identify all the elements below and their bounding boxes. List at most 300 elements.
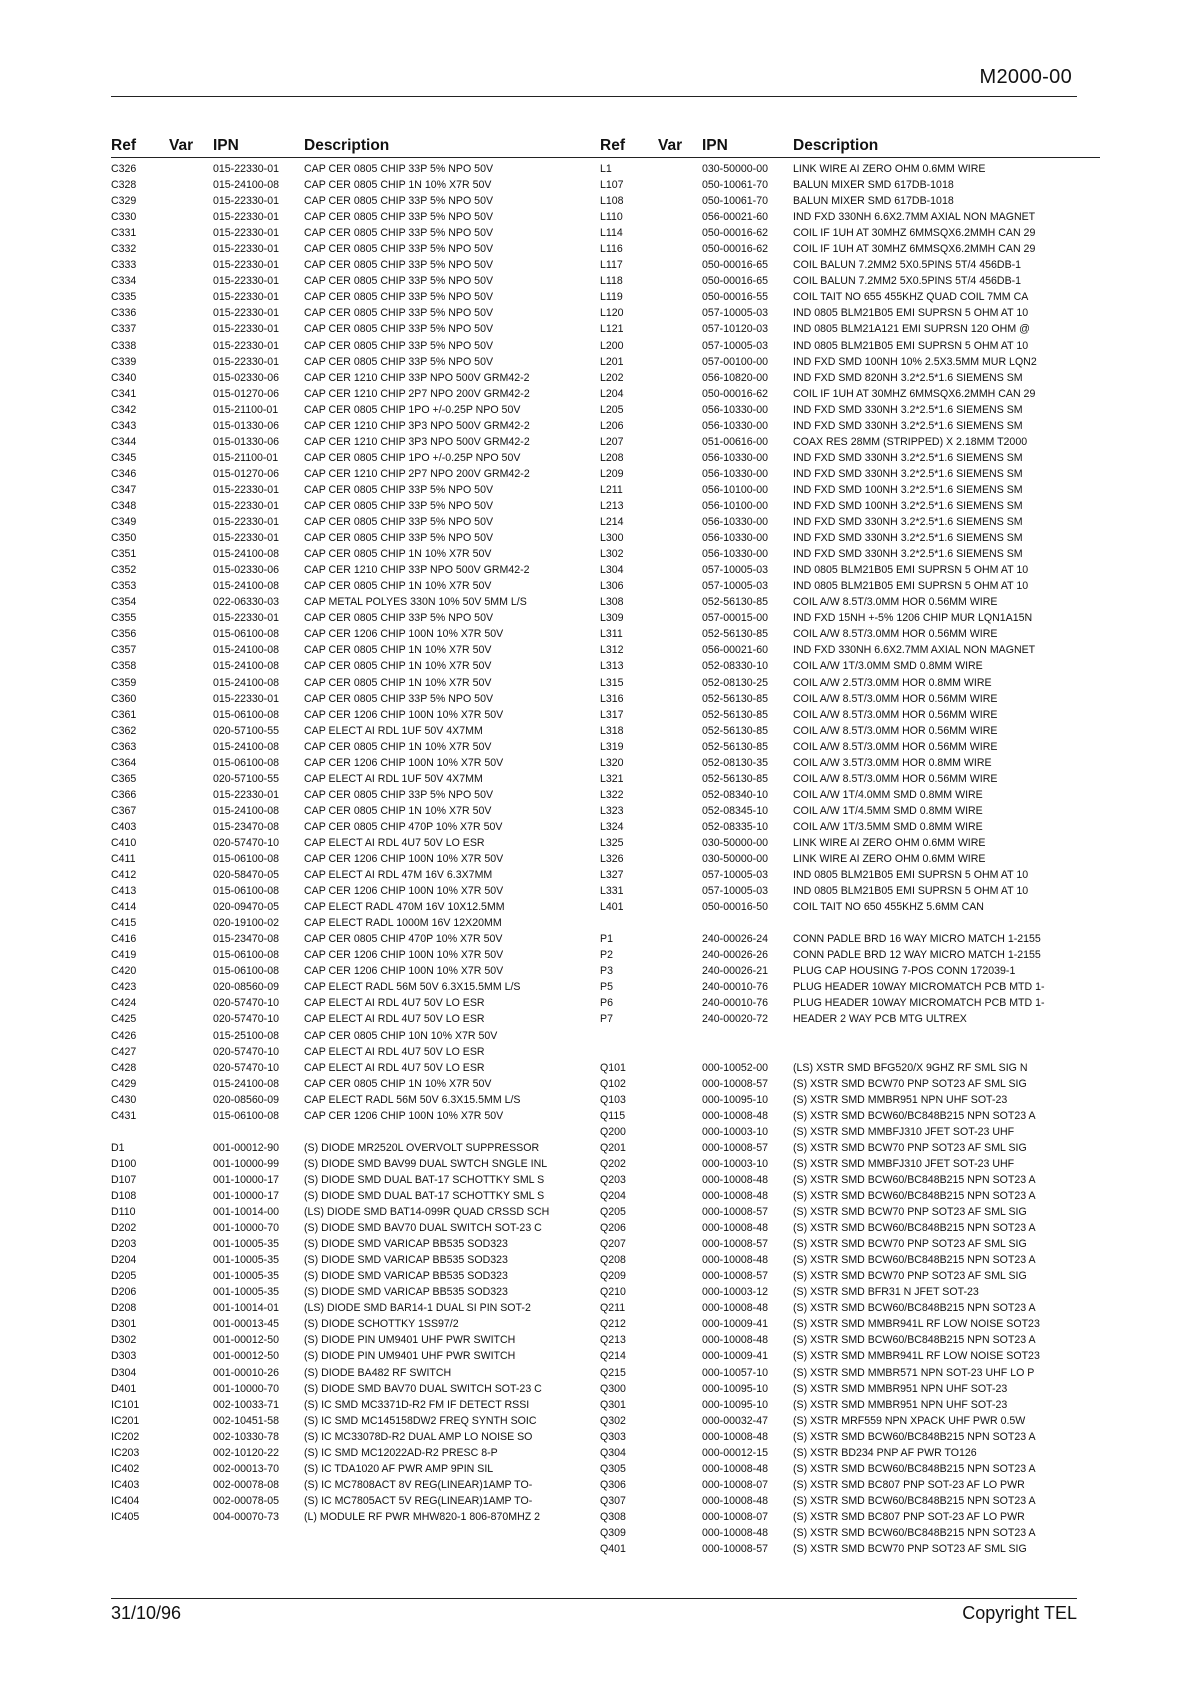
table-row [600, 1204, 1100, 1220]
cell-ipn: 001-10005-35 [213, 1254, 279, 1267]
cell-description: CAP CER 1210 CHIP 33P NPO 500V GRM42-2 [304, 564, 530, 577]
cell-ipn: 000-10008-07 [702, 1478, 768, 1491]
cell-description: CAP CER 1210 CHIP 2P7 NPO 200V GRM42-2 [304, 467, 530, 480]
cell-ipn: 015-24100-08 [213, 660, 279, 673]
cell-description: (S) XSTR SMD BCW70 PNP SOT23 AF SML SIG [793, 1077, 1027, 1090]
cell-description: IND FXD 330NH 6.6X2.7MM AXIAL NON MAGNET [793, 644, 1036, 657]
cell-ipn: 057-10005-03 [702, 580, 768, 593]
cell-ipn: 000-10008-48 [702, 1190, 768, 1202]
cell-ref: C413 [111, 885, 137, 898]
cell-ipn: 001-10005-35 [213, 1270, 279, 1283]
table-body [111, 161, 611, 1525]
cell-ipn: 056-10100-00 [702, 483, 768, 496]
cell-ipn: 000-10003-10 [702, 1157, 768, 1170]
cell-ipn: 056-10330-00 [702, 467, 768, 480]
cell-ipn: 001-10000-99 [213, 1157, 279, 1170]
cell-ref: P7 [600, 1013, 613, 1026]
cell-description: IND FXD SMD 330NH 3.2*2.5*1.6 SIEMENS SM [793, 403, 1023, 416]
table-row [600, 1445, 1100, 1461]
cell-ref: Q102 [600, 1077, 626, 1090]
table-row [600, 546, 1100, 562]
cell-ref: Q103 [600, 1093, 626, 1106]
cell-ipn: 002-00078-05 [213, 1494, 279, 1507]
cell-ref: D205 [111, 1270, 137, 1283]
table-row [111, 354, 611, 370]
cell-description: COIL A/W 2.5T/3.0MM HOR 0.8MM WIRE [793, 676, 992, 689]
table-row [111, 819, 611, 835]
cell-ipn: 000-10057-10 [702, 1366, 768, 1379]
cell-ipn: 001-10000-70 [213, 1222, 279, 1235]
cell-ipn: 015-22330-01 [213, 163, 279, 175]
table-row [600, 995, 1100, 1011]
cell-ref: L324 [600, 820, 624, 833]
cell-description: CAP CER 0805 CHIP 33P 5% NPO 50V [304, 499, 494, 512]
cell-ipn: 001-10005-35 [213, 1238, 279, 1251]
cell-ref: C429 [111, 1077, 137, 1090]
cell-ipn: 000-10008-48 [702, 1173, 768, 1186]
cell-ipn: 015-25100-08 [213, 1029, 279, 1042]
cell-description: (S) DIODE SMD VARICAP BB535 SOD323 [304, 1270, 508, 1283]
table-row [600, 819, 1100, 835]
cell-ref: Q101 [600, 1061, 626, 1074]
cell-description: CAP CER 0805 CHIP 1N 10% X7R 50V [304, 676, 492, 689]
cell-ref: C428 [111, 1061, 137, 1074]
cell-ref: Q305 [600, 1462, 626, 1475]
table-row [600, 177, 1100, 193]
table-row [111, 1429, 611, 1445]
cell-ipn: 052-08340-10 [702, 788, 768, 801]
table-row [600, 225, 1100, 241]
table-row [600, 418, 1100, 434]
cell-description: CAP CER 0805 CHIP 33P 5% NPO 50V [304, 211, 494, 224]
document-id: M2000-00 [979, 66, 1072, 88]
cell-ref: C364 [111, 756, 137, 769]
cell-ref: C351 [111, 548, 137, 561]
cell-ipn: 022-06330-03 [213, 596, 279, 609]
cell-description: (S) XSTR SMD BCW70 PNP SOT23 AF SML SIG [793, 1238, 1027, 1251]
table-row [600, 1381, 1100, 1397]
cell-ipn: 020-57470-10 [213, 836, 279, 849]
cell-description: BALUN MIXER SMD 617DB-1018 [793, 179, 954, 192]
cell-ref: C354 [111, 596, 137, 609]
table-row [111, 193, 611, 209]
table-row [111, 723, 611, 739]
cell-ipn: 001-00012-50 [213, 1350, 279, 1363]
cell-ipn: 057-10005-03 [702, 564, 768, 577]
cell-ipn: 057-00100-00 [702, 355, 768, 368]
cell-ipn: 015-22330-01 [213, 195, 279, 208]
cell-ipn: 015-02330-06 [213, 371, 279, 384]
cell-ref: L317 [600, 708, 624, 721]
cell-description: IND FXD SMD 330NH 3.2*2.5*1.6 SIEMENS SM [793, 419, 1023, 432]
cell-ipn: 000-10008-57 [702, 1206, 768, 1219]
parts-table-right [600, 136, 1100, 1557]
table-row [600, 1316, 1100, 1332]
cell-description: (S) DIODE SCHOTTKY 1SS97/2 [304, 1318, 459, 1331]
cell-ipn: 015-23470-08 [213, 933, 279, 946]
table-row [111, 1348, 611, 1364]
cell-ipn: 015-24100-08 [213, 740, 279, 753]
cell-ref: C338 [111, 339, 137, 352]
cell-description: CAP ELECT RADL 470M 16V 10X12.5MM [304, 901, 505, 914]
cell-ref: D1 [111, 1141, 125, 1154]
cell-description: CAP ELECT RADL 56M 50V 6.3X15.5MM L/S [304, 981, 521, 994]
row-spacer [600, 1028, 1100, 1044]
table-row [600, 482, 1100, 498]
table-row [600, 402, 1100, 418]
cell-ref: C335 [111, 291, 137, 304]
table-row [600, 1477, 1100, 1493]
cell-ref: Q200 [600, 1125, 626, 1138]
cell-ref: Q201 [600, 1141, 626, 1154]
table-row [111, 434, 611, 450]
cell-ref: C419 [111, 949, 137, 962]
cell-ipn: 050-00016-65 [702, 259, 768, 272]
table-row [600, 1172, 1100, 1188]
cell-ref: L327 [600, 869, 624, 882]
cell-ref: Q307 [600, 1494, 626, 1507]
cell-ref: L325 [600, 836, 624, 849]
cell-description: CAP ELECT AI RDL 1UF 50V 4X7MM [304, 724, 483, 737]
cell-description: (S) DIODE SMD VARICAP BB535 SOD323 [304, 1286, 508, 1299]
cell-ipn: 050-00016-62 [702, 227, 768, 240]
cell-ipn: 015-06100-08 [213, 949, 279, 962]
cell-ref: L304 [600, 564, 624, 577]
cell-description: (S) XSTR SMD BCW60/BC848B215 NPN SOT23 A [793, 1254, 1036, 1267]
cell-ref: L108 [600, 195, 624, 208]
cell-ref: D206 [111, 1286, 137, 1299]
cell-ipn: 057-10005-03 [702, 307, 768, 320]
table-row [600, 1348, 1100, 1364]
table-row [600, 642, 1100, 658]
cell-description: COIL IF 1UH AT 30MHZ 6MMSQX6.2MMH CAN 29 [793, 227, 1036, 240]
cell-ref: D301 [111, 1318, 137, 1331]
table-row [111, 418, 611, 434]
cell-ipn: 015-22330-01 [213, 307, 279, 320]
cell-ipn: 052-56130-85 [702, 740, 768, 753]
cell-description: (S) XSTR SMD BCW60/BC848B215 NPN SOT23 A [793, 1430, 1036, 1443]
cell-ref: L319 [600, 740, 624, 753]
header-var: Var [169, 137, 194, 154]
table-row [111, 1461, 611, 1477]
table-row [600, 610, 1100, 626]
cell-description: (S) IC MC7805ACT 5V REG(LINEAR)1AMP TO- [304, 1494, 533, 1507]
cell-ref: L121 [600, 323, 624, 336]
cell-description: CAP CER 0805 CHIP 1N 10% X7R 50V [304, 804, 492, 817]
table-row [600, 867, 1100, 883]
table-row [600, 562, 1100, 578]
cell-ref: C343 [111, 419, 137, 432]
cell-description: IND 0805 BLM21B05 EMI SUPRSN 5 OHM AT 10 [793, 885, 1029, 898]
table-row [111, 1236, 611, 1252]
cell-description: CAP CER 0805 CHIP 33P 5% NPO 50V [304, 483, 494, 496]
cell-ipn: 015-06100-08 [213, 885, 279, 898]
cell-description: CAP CER 0805 CHIP 33P 5% NPO 50V [304, 163, 494, 175]
cell-description: COIL A/W 3.5T/3.0MM HOR 0.8MM WIRE [793, 756, 992, 769]
cell-ref: L117 [600, 259, 623, 272]
cell-ipn: 240-00026-26 [702, 949, 768, 962]
cell-ipn: 051-00616-00 [702, 435, 768, 448]
cell-description: COIL A/W 8.5T/3.0MM HOR 0.56MM WIRE [793, 740, 998, 753]
cell-description: IND FXD SMD 330NH 3.2*2.5*1.6 SIEMENS SM [793, 467, 1023, 480]
cell-ipn: 015-22330-01 [213, 275, 279, 288]
cell-ipn: 001-10000-17 [213, 1173, 279, 1186]
cell-ref: Q208 [600, 1254, 626, 1267]
table-row [111, 658, 611, 674]
cell-ref: IC202 [111, 1430, 140, 1443]
cell-ipn: 000-10003-10 [702, 1125, 768, 1138]
table-row [111, 755, 611, 771]
cell-description: IND 0805 BLM21B05 EMI SUPRSN 5 OHM AT 10 [793, 869, 1029, 882]
cell-ref: Q115 [600, 1109, 626, 1122]
cell-ref: Q203 [600, 1173, 626, 1186]
table-row [111, 610, 611, 626]
cell-ref: C403 [111, 820, 137, 833]
table-row [600, 209, 1100, 225]
cell-description: IND FXD SMD 330NH 3.2*2.5*1.6 SIEMENS SM [793, 451, 1023, 464]
table-row [111, 835, 611, 851]
cell-ref: C424 [111, 997, 137, 1010]
table-row [111, 498, 611, 514]
cell-ipn: 000-10008-57 [702, 1270, 768, 1283]
cell-ref: C361 [111, 708, 137, 721]
cell-ref: C350 [111, 532, 137, 545]
row-spacer [600, 1044, 1100, 1060]
cell-ref: IC402 [111, 1462, 140, 1475]
cell-description: CAP CER 1206 CHIP 100N 10% X7R 50V [304, 708, 504, 721]
cell-description: PLUG HEADER 10WAY MICROMATCH PCB MTD 1- [793, 981, 1045, 994]
cell-ipn: 000-10008-57 [702, 1141, 768, 1154]
cell-ref: C342 [111, 403, 137, 416]
cell-description: IND 0805 BLM21A121 EMI SUPRSN 120 OHM @ [793, 323, 1030, 336]
cell-description: CAP CER 0805 CHIP 1N 10% X7R 50V [304, 1077, 492, 1090]
table-row [600, 594, 1100, 610]
table-row [600, 161, 1100, 177]
table-row [600, 899, 1100, 915]
table-row [111, 338, 611, 354]
table-row [111, 161, 611, 177]
cell-ref: C333 [111, 259, 137, 272]
table-row [111, 482, 611, 498]
cell-ref: L309 [600, 612, 624, 625]
cell-ref: C431 [111, 1109, 137, 1122]
table-row [111, 1365, 611, 1381]
cell-ipn: 056-10330-00 [702, 548, 768, 561]
cell-ipn: 020-57100-55 [213, 724, 279, 737]
table-row [111, 675, 611, 691]
table-row [600, 1252, 1100, 1268]
cell-ref: IC404 [111, 1494, 140, 1507]
table-row [600, 289, 1100, 305]
cell-description: (S) XSTR SMD BC807 PNP SOT-23 AF LO PWR [793, 1510, 1025, 1523]
cell-ipn: 000-10095-10 [702, 1398, 768, 1411]
cell-description: CAP CER 0805 CHIP 33P 5% NPO 50V [304, 195, 494, 208]
cell-ref: D203 [111, 1238, 137, 1251]
cell-ipn: 052-56130-85 [702, 692, 768, 705]
table-row [600, 707, 1100, 723]
cell-ipn: 015-24100-08 [213, 179, 279, 192]
cell-ipn: 015-22330-01 [213, 243, 279, 256]
cell-ipn: 057-00015-00 [702, 612, 768, 625]
cell-ref: C340 [111, 371, 137, 384]
cell-ref: L326 [600, 853, 624, 866]
table-row [600, 450, 1100, 466]
cell-ref: C366 [111, 788, 137, 801]
cell-ref: C337 [111, 323, 137, 336]
cell-description: HEADER 2 WAY PCB MTG ULTREX [793, 1013, 967, 1026]
cell-ipn: 000-10008-07 [702, 1510, 768, 1523]
cell-ref: C360 [111, 692, 137, 705]
cell-ipn: 000-10008-57 [702, 1077, 768, 1090]
table-row [600, 498, 1100, 514]
table-header [600, 136, 1100, 158]
row-spacer [600, 915, 1100, 931]
cell-description: (S) XSTR SMD BCW60/BC848B215 NPN SOT23 A [793, 1302, 1036, 1315]
cell-ref: L331 [600, 885, 624, 898]
cell-ipn: 052-56130-85 [702, 772, 768, 785]
table-row [111, 578, 611, 594]
cell-ref: L201 [600, 355, 624, 368]
cell-ref: L312 [600, 644, 624, 657]
row-spacer [111, 1124, 611, 1140]
table-row [111, 530, 611, 546]
cell-ipn: 020-08560-09 [213, 1093, 279, 1106]
table-row [600, 530, 1100, 546]
cell-ref: L302 [600, 548, 624, 561]
cell-ipn: 000-10008-57 [702, 1238, 768, 1251]
cell-description: CAP CER 0805 CHIP 33P 5% NPO 50V [304, 339, 494, 352]
cell-ref: C411 [111, 853, 136, 866]
cell-ref: L318 [600, 724, 624, 737]
cell-ref: C415 [111, 917, 137, 930]
cell-description: COIL A/W 1T/3.5MM SMD 0.8MM WIRE [793, 820, 983, 833]
cell-ipn: 056-10100-00 [702, 499, 768, 512]
cell-ref: C358 [111, 660, 137, 673]
header-ipn: IPN [213, 137, 239, 154]
cell-ipn: 015-22330-01 [213, 259, 279, 272]
cell-ipn: 001-00013-45 [213, 1318, 279, 1331]
cell-description: CAP ELECT AI RDL 4U7 50V LO ESR [304, 836, 485, 849]
cell-description: (S) XSTR SMD MMBR951 NPN UHF SOT-23 [793, 1382, 1008, 1395]
cell-description: (S) DIODE SMD VARICAP BB535 SOD323 [304, 1238, 508, 1251]
cell-ref: C367 [111, 804, 137, 817]
table-row [600, 947, 1100, 963]
table-row [111, 1509, 611, 1525]
cell-ipn: 056-10820-00 [702, 371, 768, 384]
cell-ipn: 050-10061-70 [702, 195, 768, 208]
cell-description: CAP CER 0805 CHIP 1N 10% X7R 50V [304, 179, 492, 192]
table-row [600, 1268, 1100, 1284]
cell-description: COIL BALUN 7.2MM2 5X0.5PINS 5T/4 456DB-1 [793, 275, 1022, 288]
cell-ipn: 056-00021-60 [702, 644, 768, 657]
table-row [600, 691, 1100, 707]
cell-description: CONN PADLE BRD 16 WAY MICRO MATCH 1-2155 [793, 933, 1041, 946]
cell-ref: Q301 [600, 1398, 626, 1411]
cell-ipn: 001-00012-90 [213, 1141, 279, 1154]
table-row [600, 755, 1100, 771]
cell-description: IND FXD 15NH +-5% 1206 CHIP MUR LQN1A15N [793, 612, 1033, 625]
cell-ipn: 052-56130-85 [702, 708, 768, 721]
cell-ipn: 057-10120-03 [702, 323, 768, 336]
cell-ipn: 000-10008-48 [702, 1254, 768, 1267]
cell-ref: C341 [111, 387, 137, 400]
cell-ref: IC405 [111, 1510, 140, 1523]
table-row [600, 466, 1100, 482]
cell-ref: C348 [111, 499, 137, 512]
table-row [111, 546, 611, 562]
cell-ref: L313 [600, 660, 624, 673]
cell-description: (S) XSTR SMD BCW60/BC848B215 NPN SOT23 A [793, 1173, 1036, 1186]
cell-description: (S) IC TDA1020 AF PWR AMP 9PIN SIL [304, 1462, 494, 1475]
table-row [600, 675, 1100, 691]
cell-ipn: 015-22330-01 [213, 355, 279, 368]
cell-ref: Q212 [600, 1318, 626, 1331]
cell-description: (S) IC SMD MC145158DW2 FREQ SYNTH SOIC [304, 1414, 537, 1427]
table-row [111, 995, 611, 1011]
cell-ref: D304 [111, 1366, 137, 1379]
table-row [111, 851, 611, 867]
top-rule [111, 96, 1077, 97]
cell-ref: L311 [600, 628, 623, 641]
cell-ipn: 050-10061-70 [702, 179, 768, 192]
cell-description: CAP CER 0805 CHIP 33P 5% NPO 50V [304, 355, 494, 368]
cell-description: CAP CER 0805 CHIP 33P 5% NPO 50V [304, 259, 494, 272]
cell-ref: P1 [600, 933, 613, 946]
table-row [600, 771, 1100, 787]
table-row [600, 979, 1100, 995]
cell-ref: P5 [600, 981, 613, 994]
cell-ipn: 001-10014-00 [213, 1206, 279, 1219]
cell-ipn: 001-10000-70 [213, 1382, 279, 1395]
cell-description: (LS) DIODE SMD BAR14-1 DUAL SI PIN SOT-2 [304, 1302, 531, 1315]
cell-ref: D303 [111, 1350, 137, 1363]
cell-description: (S) XSTR SMD MMBFJ310 JFET SOT-23 UHF [793, 1125, 1015, 1138]
cell-description: CAP CER 1206 CHIP 100N 10% X7R 50V [304, 885, 504, 898]
cell-ref: C326 [111, 163, 137, 175]
cell-description: CAP CER 0805 CHIP 33P 5% NPO 50V [304, 692, 494, 705]
cell-ref: L211 [600, 483, 623, 496]
cell-ref: P2 [600, 949, 613, 962]
cell-description: COIL A/W 8.5T/3.0MM HOR 0.56MM WIRE [793, 708, 998, 721]
cell-ipn: 001-10000-17 [213, 1190, 279, 1202]
table-row [600, 1397, 1100, 1413]
cell-description: COIL A/W 8.5T/3.0MM HOR 0.56MM WIRE [793, 772, 998, 785]
table-row [111, 289, 611, 305]
cell-description: COIL A/W 1T/4.5MM SMD 0.8MM WIRE [793, 804, 983, 817]
cell-ref: IC203 [111, 1446, 140, 1459]
cell-description: CAP CER 0805 CHIP 1N 10% X7R 50V [304, 660, 492, 673]
cell-description: CAP ELECT AI RDL 47M 16V 6.3X7MM [304, 869, 493, 882]
cell-description: CAP CER 0805 CHIP 33P 5% NPO 50V [304, 243, 494, 256]
cell-ref: C336 [111, 307, 137, 320]
cell-ipn: 015-23470-08 [213, 820, 279, 833]
cell-description: COAX RES 28MM (STRIPPED) X 2.18MM T2000 [793, 435, 1028, 448]
cell-description: PLUG CAP HOUSING 7-POS CONN 172039-1 [793, 965, 1016, 978]
footer-date: 31/10/96 [111, 1603, 182, 1623]
cell-ref: C414 [111, 901, 137, 914]
cell-ipn: 002-00013-70 [213, 1462, 279, 1475]
cell-description: CAP ELECT RADL 56M 50V 6.3X15.5MM L/S [304, 1093, 521, 1106]
table-row [111, 209, 611, 225]
cell-ipn: 020-09470-05 [213, 901, 279, 914]
table-row [600, 305, 1100, 321]
cell-ref: D107 [111, 1173, 137, 1186]
cell-description: BALUN MIXER SMD 617DB-1018 [793, 195, 954, 208]
cell-description: LINK WIRE AI ZERO OHM 0.6MM WIRE [793, 836, 986, 849]
table-row [111, 562, 611, 578]
table-row [600, 386, 1100, 402]
cell-description: (S) IC SMD MC3371D-R2 FM IF DETECT RSSI [304, 1398, 530, 1411]
